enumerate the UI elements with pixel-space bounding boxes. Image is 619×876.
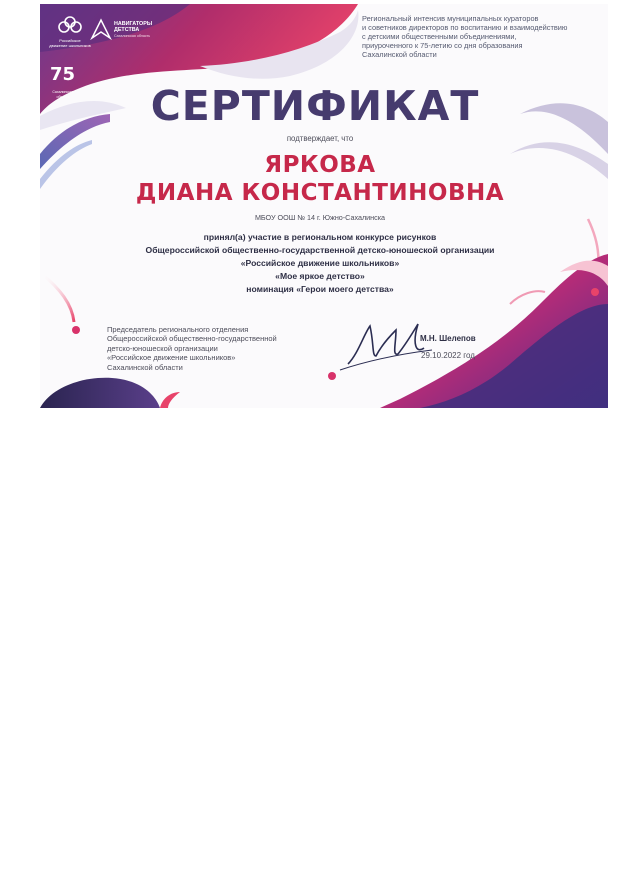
- navigators-subtitle: Сахалинская область: [114, 34, 151, 38]
- recipient-school: МБОУ ООШ № 14 г. Южно-Сахалинска: [254, 213, 386, 222]
- body-line: принял(а) участие в региональном конкурсе рисунков: [203, 232, 437, 242]
- anniversary-caption: Сахалинская область: [52, 90, 74, 99]
- signer-name: М.Н. Шелепов: [420, 334, 476, 343]
- navigators-title: НАВИГАТОРЫ ДЕТСТВА: [114, 21, 153, 33]
- rdsh-flower-icon: [48, 12, 92, 38]
- anniversary-logo: [48, 64, 78, 100]
- recipient-given-names: ДИАНА КОНСТАНТИНОВНА: [135, 180, 505, 206]
- rdsh-logo: [48, 12, 92, 54]
- event-line: с детскими общественными объединениями,: [362, 32, 517, 41]
- certificate-sheet: [40, 4, 608, 408]
- body-line: Общероссийской общественно-государственной детско-юношеской организации: [145, 245, 495, 255]
- rdsh-line-2: движение школьников: [49, 43, 91, 48]
- chairman-line: детско-юношеской организации: [107, 343, 218, 353]
- chairman-line: Председатель регионального отделения: [107, 325, 249, 334]
- event-description: [362, 14, 598, 59]
- event-line: приуроченного к 75-летию со дня образования: [362, 41, 523, 50]
- chairman-line: Сахалинской области: [107, 362, 183, 372]
- navigators-logo: [90, 18, 170, 42]
- chairman-line: «Российское движение школьников»: [107, 353, 236, 363]
- recipient-surname: ЯРКОВА: [264, 152, 376, 178]
- body-line: «Мое яркое детство»: [275, 271, 365, 281]
- event-line: и советников директоров по воспитанию и взаимодействию: [362, 23, 568, 32]
- chairman-block: [107, 325, 367, 372]
- event-line: Сахалинской области: [362, 50, 437, 59]
- anniversary-number: 75: [50, 64, 76, 85]
- rdsh-line-1: Российское: [59, 38, 81, 43]
- star-arrow-icon: [90, 18, 112, 40]
- body-line: «Российское движение школьников»: [240, 258, 400, 268]
- signature-date: 29.10.2022 год: [421, 351, 475, 360]
- confirms-text: подтверждает, что: [286, 134, 354, 143]
- chairman-line: Общероссийской общественно-государственной: [107, 334, 277, 344]
- event-line: Региональный интенсив муниципальных кураторов: [362, 14, 539, 23]
- body-line: номинация «Герои моего детства»: [246, 284, 394, 294]
- certificate-title: СЕРТИФИКАТ: [150, 82, 480, 130]
